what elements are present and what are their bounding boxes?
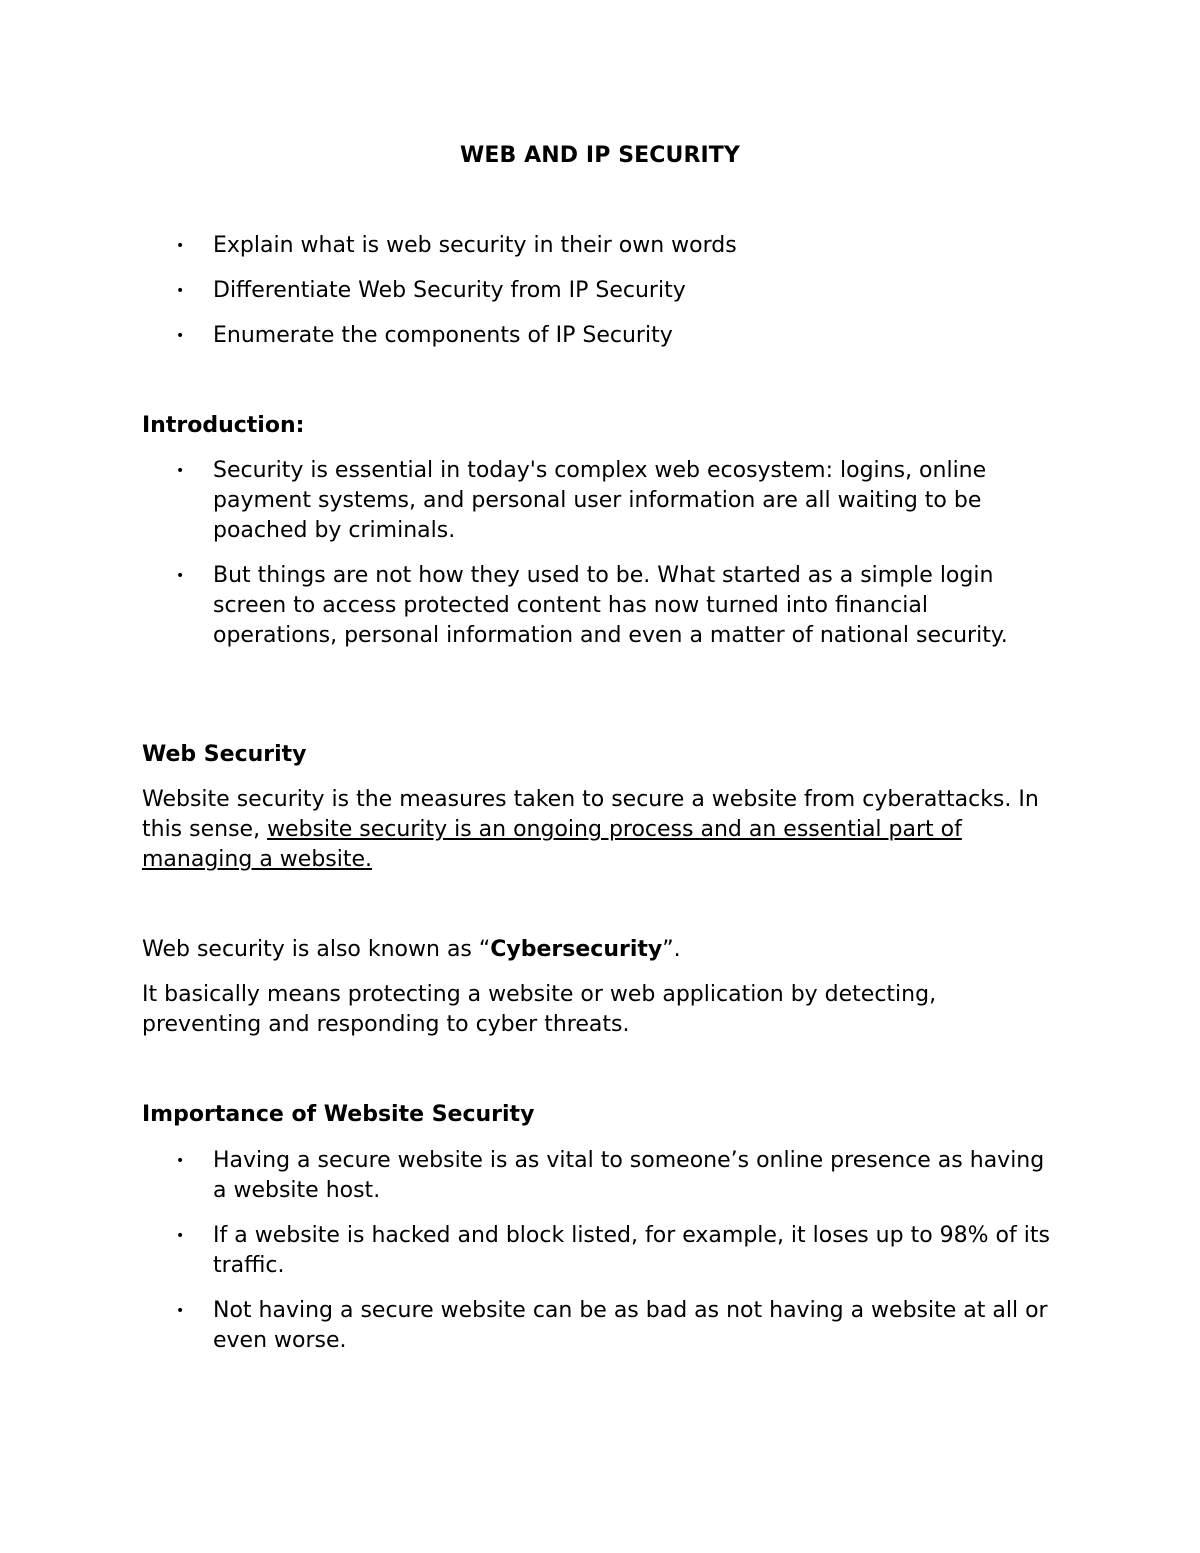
- introduction-list: [142, 456, 1052, 651]
- bullet-icon: •: [176, 238, 185, 254]
- web-security-heading: Web Security: [142, 742, 307, 767]
- list-item: [142, 276, 1052, 306]
- introduction-heading: Introduction:: [142, 413, 305, 438]
- list-item-text: But things are not how they used to be. What started as a simple login screen to access protected content has now turned into financial operations, personal information and even a matter of national security.: [213, 563, 1008, 648]
- aka-term: Cybersecurity: [490, 937, 663, 962]
- importance-list: [142, 1146, 1052, 1356]
- list-item-text: Having a secure website is as vital to someone’s online presence as having a website host.: [213, 1148, 1045, 1203]
- aka-suffix: ”.: [662, 937, 681, 962]
- definition-underlined-text: website security is an ongoing process and an essential part of managing a website.: [142, 817, 962, 872]
- document-title: WEB AND IP SECURITY: [460, 143, 740, 168]
- web-security-aka: [142, 935, 1052, 965]
- web-security-meaning: It basically means protecting a website or web application by detecting, preventing and responding to cyber threats.: [142, 982, 937, 1037]
- list-item-text: Security is essential in today's complex web ecosystem: logins, online payment systems, and personal user information are all waiting to be poached by criminals.: [213, 458, 987, 543]
- list-item: [142, 231, 1052, 261]
- definition-text: Website security is the measures taken to secure a website from cyberattacks. In this sense,: [142, 787, 1039, 842]
- list-item-text: Not having a secure website can be as bad as not having a website at all or even worse.: [213, 1298, 1048, 1353]
- bullet-icon: •: [176, 568, 185, 584]
- importance-heading: Importance of Website Security: [142, 1102, 535, 1127]
- list-item: [142, 561, 1052, 651]
- list-item: [142, 456, 1052, 546]
- objectives-list: [142, 231, 1052, 351]
- list-item: [142, 1221, 1052, 1281]
- list-item-text: If a website is hacked and block listed, for example, it loses up to 98% of its traffic.: [213, 1223, 1050, 1278]
- bullet-icon: •: [176, 328, 185, 344]
- list-item-text: Enumerate the components of IP Security: [213, 323, 673, 348]
- aka-prefix: Web security is also known as “: [142, 937, 491, 962]
- list-item-text: Explain what is web security in their own words: [213, 233, 737, 258]
- list-item: [142, 321, 1052, 351]
- bullet-icon: •: [176, 463, 185, 479]
- bullet-icon: •: [176, 1228, 185, 1244]
- web-security-definition: [142, 785, 1052, 875]
- list-item-text: Differentiate Web Security from IP Security: [213, 278, 686, 303]
- bullet-icon: •: [176, 1303, 185, 1319]
- list-item: [142, 1146, 1052, 1206]
- bullet-icon: •: [176, 1153, 185, 1169]
- list-item: [142, 1296, 1052, 1356]
- bullet-icon: •: [176, 283, 185, 299]
